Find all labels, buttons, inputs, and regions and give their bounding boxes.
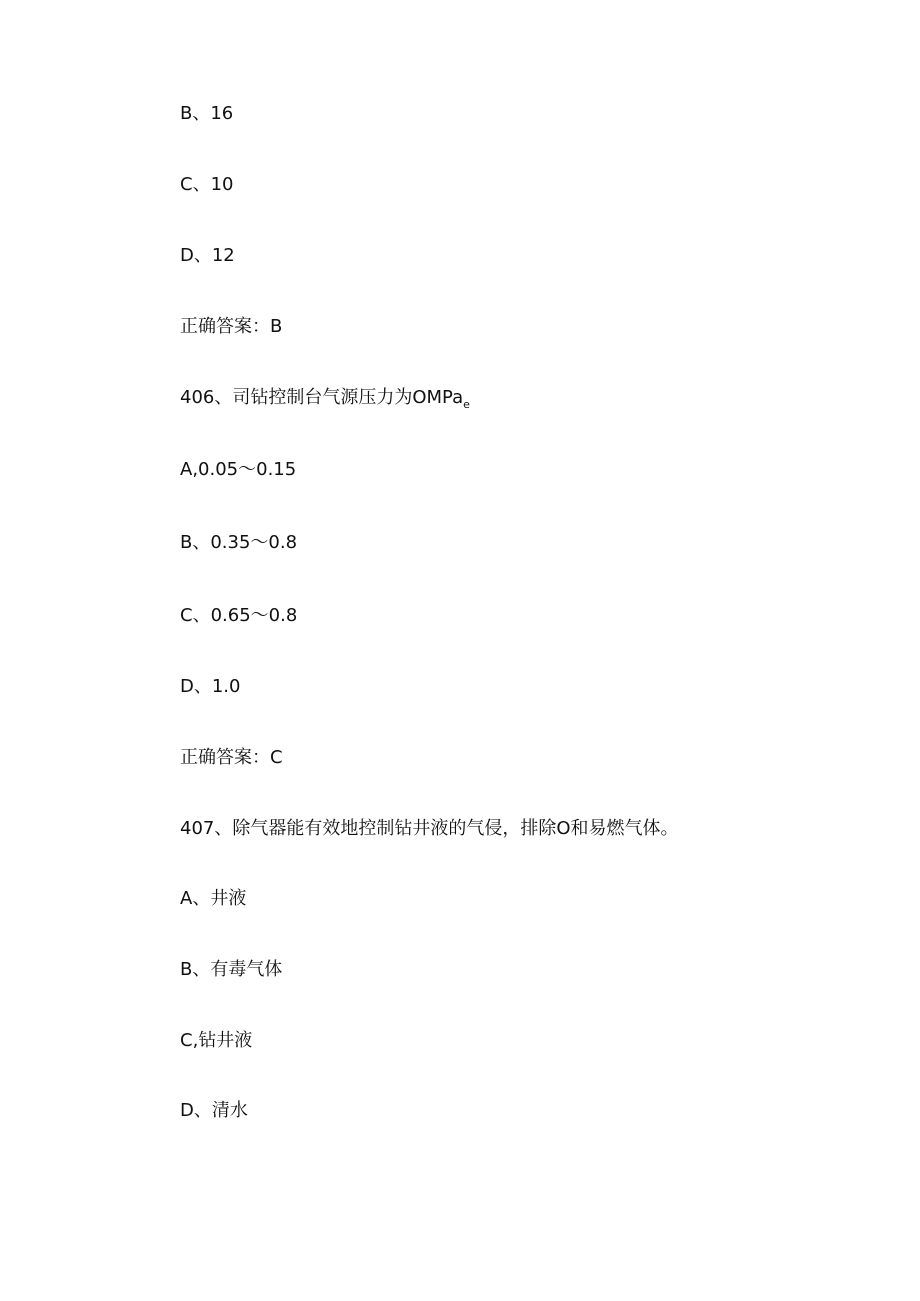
option-b-q405: B、16 [180,103,234,124]
option-c-q406: C、0.65〜0.8 [180,605,298,626]
option-c-q407: C,钻井液 [180,1030,253,1051]
question-406-subscript: e [463,398,470,411]
option-c-q405: C、10 [180,174,234,195]
option-d-q407: D、清水 [180,1100,248,1121]
option-d-q405: D、12 [180,245,235,266]
option-b-q407: B、有毒气体 [180,959,283,980]
answer-q406: 正确答案：C [180,747,283,768]
question-406-text: 406、司钻控制台气源压力为OMPa [180,387,464,408]
question-407: 407、除气器能有效地控制钻井液的气侵，排除O和易燃气体。 [180,818,679,839]
question-406 [180,386,470,417]
answer-q405: 正确答案：B [180,316,283,337]
option-a-q406: A,0.05〜0.15 [180,459,297,480]
option-b-q406: B、0.35〜0.8 [180,532,298,553]
option-a-q407: A、井液 [180,888,247,909]
option-d-q406: D、1.0 [180,676,241,697]
